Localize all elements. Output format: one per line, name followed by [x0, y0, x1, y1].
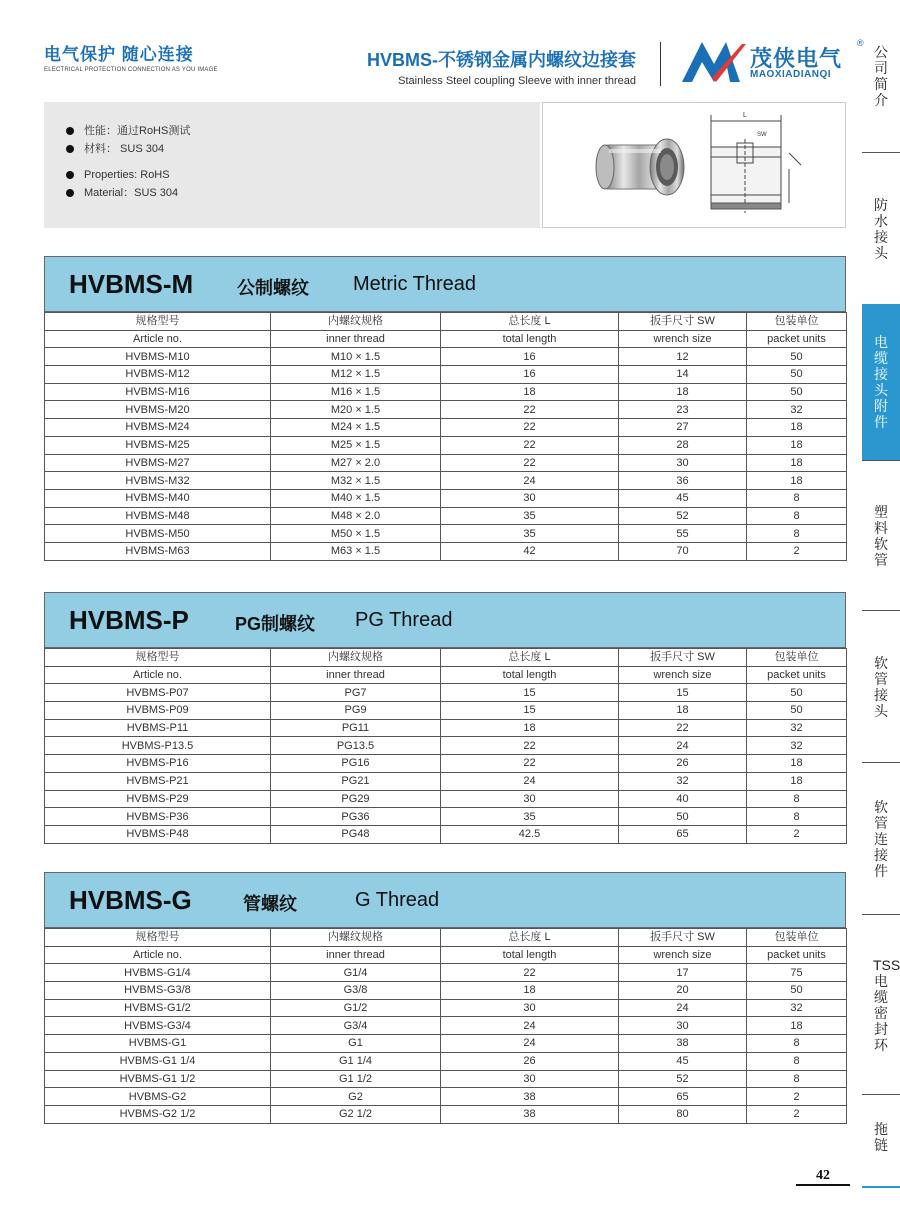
- cell-wrench: 26: [619, 755, 747, 773]
- side-tab-6[interactable]: [862, 762, 900, 914]
- table-row: [45, 999, 847, 1017]
- cell-article: HVBMS-P29: [45, 790, 271, 808]
- cell-wrench: 32: [619, 772, 747, 790]
- cell-units: 18: [747, 436, 847, 454]
- column-header: 扳手尺寸 SW: [619, 313, 747, 331]
- cell-article: HVBMS-G1/2: [45, 999, 271, 1017]
- header-row-cn: [45, 313, 847, 331]
- cell-units: 2: [747, 1088, 847, 1106]
- side-tab-1[interactable]: [862, 0, 900, 152]
- cell-thread: G3/8: [271, 982, 441, 1000]
- column-header: 包装单位: [747, 313, 847, 331]
- cell-units: 75: [747, 964, 847, 982]
- table-row: [45, 489, 847, 507]
- table-row: [45, 964, 847, 982]
- column-header: packet units: [747, 666, 847, 684]
- property-item: 性能：通过RoHS测试: [66, 122, 190, 140]
- cell-length: 38: [441, 1105, 619, 1123]
- cell-length: 22: [441, 964, 619, 982]
- cell-thread: PG48: [271, 825, 441, 843]
- cell-article: HVBMS-M25: [45, 436, 271, 454]
- section-metric: [44, 256, 846, 561]
- cell-units: 8: [747, 808, 847, 826]
- cell-article: HVBMS-G1 1/4: [45, 1052, 271, 1070]
- cell-length: 35: [441, 808, 619, 826]
- column-header: inner thread: [271, 666, 441, 684]
- cell-thread: G1 1/2: [271, 1070, 441, 1088]
- table-row: [45, 737, 847, 755]
- properties-panel: [44, 102, 540, 228]
- cell-length: 35: [441, 507, 619, 525]
- cell-thread: M12 × 1.5: [271, 366, 441, 384]
- table-row: [45, 401, 847, 419]
- cell-units: 18: [747, 772, 847, 790]
- section-code: HVBMS-P: [69, 605, 189, 635]
- table-row: [45, 808, 847, 826]
- cell-wrench: 12: [619, 348, 747, 366]
- cell-units: 32: [747, 999, 847, 1017]
- table-row: [45, 1017, 847, 1035]
- cell-article: HVBMS-G2: [45, 1088, 271, 1106]
- cell-length: 16: [441, 366, 619, 384]
- cell-units: 32: [747, 401, 847, 419]
- cell-thread: PG36: [271, 808, 441, 826]
- cell-length: 22: [441, 454, 619, 472]
- cell-thread: M10 × 1.5: [271, 348, 441, 366]
- cell-article: HVBMS-M27: [45, 454, 271, 472]
- cell-units: 8: [747, 1052, 847, 1070]
- table-row: [45, 472, 847, 490]
- cell-units: 18: [747, 454, 847, 472]
- side-tab-4[interactable]: [862, 460, 900, 610]
- brand-logo: [680, 38, 864, 84]
- cell-units: 50: [747, 383, 847, 401]
- product-photo: [543, 103, 845, 227]
- registered-mark: ®: [857, 38, 864, 48]
- cell-article: HVBMS-M16: [45, 383, 271, 401]
- header-row-en: [45, 330, 847, 348]
- column-header: wrench size: [619, 330, 747, 348]
- table-row: [45, 755, 847, 773]
- cell-length: 24: [441, 772, 619, 790]
- column-header: inner thread: [271, 946, 441, 964]
- cell-length: 42: [441, 542, 619, 560]
- column-header: 内螺纹规格: [271, 929, 441, 947]
- cell-article: HVBMS-P16: [45, 755, 271, 773]
- table-row: [45, 507, 847, 525]
- side-tab-label: 公司简介: [874, 44, 888, 108]
- side-tab-5[interactable]: [862, 610, 900, 762]
- header-row-en: [45, 666, 847, 684]
- section-code: HVBMS-G: [69, 885, 192, 915]
- cell-article: HVBMS-G2 1/2: [45, 1105, 271, 1123]
- header-row-cn: [45, 929, 847, 947]
- cell-article: HVBMS-M63: [45, 542, 271, 560]
- column-header: 总长度 L: [441, 649, 619, 667]
- cell-units: 50: [747, 348, 847, 366]
- section-label-cn: 公制螺纹: [237, 278, 309, 298]
- cell-wrench: 18: [619, 702, 747, 720]
- column-header: 扳手尺寸 SW: [619, 649, 747, 667]
- cell-length: 30: [441, 489, 619, 507]
- cell-thread: PG16: [271, 755, 441, 773]
- side-tab-label: 软管接头: [874, 654, 888, 719]
- cell-wrench: 15: [619, 684, 747, 702]
- section-label-en: G Thread: [355, 889, 440, 911]
- cell-article: HVBMS-P13.5: [45, 737, 271, 755]
- cell-length: 18: [441, 982, 619, 1000]
- column-header: Article no.: [45, 330, 271, 348]
- cell-length: 30: [441, 790, 619, 808]
- column-header: 扳手尺寸 SW: [619, 929, 747, 947]
- cell-units: 8: [747, 525, 847, 543]
- cell-thread: M40 × 1.5: [271, 489, 441, 507]
- side-tab-label: 塑料软管: [874, 503, 888, 568]
- column-header: inner thread: [271, 330, 441, 348]
- bullet-icon: [66, 127, 74, 135]
- cell-units: 18: [747, 1017, 847, 1035]
- cell-units: 18: [747, 472, 847, 490]
- property-item: Properties: RoHS: [66, 166, 190, 184]
- cell-article: HVBMS-M40: [45, 489, 271, 507]
- section-label-cn: 管螺纹: [243, 894, 297, 914]
- table-row: [45, 825, 847, 843]
- brand-name: 茂侠电气: [750, 46, 843, 71]
- cell-article: HVBMS-G1/4: [45, 964, 271, 982]
- cell-wrench: 40: [619, 790, 747, 808]
- cell-thread: PG11: [271, 719, 441, 737]
- cell-units: 8: [747, 790, 847, 808]
- cell-length: 24: [441, 1017, 619, 1035]
- section-header: [44, 872, 846, 928]
- spec-table: [44, 648, 847, 844]
- table-row: [45, 790, 847, 808]
- title-cn: HVBMS-不锈钢金属内螺纹边接套: [367, 50, 636, 70]
- slogan-cn: 电气保护 随心连接: [44, 45, 194, 64]
- cell-length: 22: [441, 436, 619, 454]
- cell-thread: G3/4: [271, 1017, 441, 1035]
- cell-wrench: 52: [619, 507, 747, 525]
- column-header: wrench size: [619, 946, 747, 964]
- cell-wrench: 65: [619, 825, 747, 843]
- page-number-rule: [796, 1184, 850, 1186]
- column-header: 包装单位: [747, 929, 847, 947]
- cell-article: HVBMS-P21: [45, 772, 271, 790]
- cell-thread: M25 × 1.5: [271, 436, 441, 454]
- side-tab-label: 电缆接头附件: [874, 334, 888, 430]
- cell-length: 22: [441, 737, 619, 755]
- column-header: Article no.: [45, 946, 271, 964]
- section-code: HVBMS-M: [69, 269, 194, 299]
- side-tab-label: 防水接头: [874, 196, 888, 261]
- table-row: [45, 454, 847, 472]
- cell-wrench: 17: [619, 964, 747, 982]
- cell-length: 35: [441, 525, 619, 543]
- cell-thread: M24 × 1.5: [271, 419, 441, 437]
- column-header: packet units: [747, 946, 847, 964]
- cell-wrench: 30: [619, 454, 747, 472]
- cell-units: 8: [747, 1070, 847, 1088]
- column-header: total length: [441, 946, 619, 964]
- cell-units: 2: [747, 542, 847, 560]
- spec-table: [44, 928, 847, 1124]
- column-header: packet units: [747, 330, 847, 348]
- table-row: [45, 542, 847, 560]
- side-navigation: [862, 0, 900, 1180]
- cell-article: HVBMS-M24: [45, 419, 271, 437]
- table-row: [45, 772, 847, 790]
- cell-units: 50: [747, 684, 847, 702]
- cell-thread: G2 1/2: [271, 1105, 441, 1123]
- cell-article: HVBMS-M20: [45, 401, 271, 419]
- cell-units: 50: [747, 702, 847, 720]
- cell-wrench: 70: [619, 542, 747, 560]
- cell-wrench: 50: [619, 808, 747, 826]
- cell-wrench: 45: [619, 1052, 747, 1070]
- section-pg: [44, 592, 846, 844]
- side-tab-3[interactable]: [862, 304, 900, 460]
- column-header: 规格型号: [45, 649, 271, 667]
- cell-length: 15: [441, 702, 619, 720]
- cell-article: HVBMS-P36: [45, 808, 271, 826]
- side-tab-label: TSS电缆密封环: [873, 956, 900, 1053]
- cell-length: 18: [441, 719, 619, 737]
- cell-wrench: 38: [619, 1035, 747, 1053]
- cell-wrench: 55: [619, 525, 747, 543]
- header-divider: [660, 42, 661, 86]
- cell-length: 15: [441, 684, 619, 702]
- product-image-box: [542, 102, 846, 228]
- side-tab-label: 软管连接件: [874, 798, 888, 879]
- table-row: [45, 1070, 847, 1088]
- cell-length: 24: [441, 1035, 619, 1053]
- section-header: [44, 592, 846, 648]
- cell-units: 32: [747, 737, 847, 755]
- cell-units: 2: [747, 825, 847, 843]
- side-tab-8[interactable]: [862, 1094, 900, 1180]
- cell-units: 8: [747, 489, 847, 507]
- cell-article: HVBMS-G1 1/2: [45, 1070, 271, 1088]
- header-row-cn: [45, 649, 847, 667]
- column-header: total length: [441, 330, 619, 348]
- cell-article: HVBMS-G3/8: [45, 982, 271, 1000]
- cell-thread: PG7: [271, 684, 441, 702]
- page-number-bar: [862, 1186, 900, 1188]
- table-row: [45, 436, 847, 454]
- cell-units: 8: [747, 1035, 847, 1053]
- table-row: [45, 1105, 847, 1123]
- slogan-en: ELECTRICAL PROTECTION CONNECTION AS YOU IMAGE: [44, 67, 218, 73]
- table-row: [45, 1035, 847, 1053]
- column-header: 内螺纹规格: [271, 313, 441, 331]
- column-header: 总长度 L: [441, 313, 619, 331]
- cell-thread: M50 × 1.5: [271, 525, 441, 543]
- property-item: 材料： SUS 304: [66, 140, 190, 158]
- cell-thread: M32 × 1.5: [271, 472, 441, 490]
- brand-pinyin: MAOXIADIANQI: [750, 69, 831, 80]
- page-number: 42: [816, 1168, 830, 1183]
- cell-length: 38: [441, 1088, 619, 1106]
- section-label-cn: PG制螺纹: [235, 614, 316, 634]
- cell-thread: M27 × 2.0: [271, 454, 441, 472]
- cell-length: 24: [441, 472, 619, 490]
- table-row: [45, 719, 847, 737]
- table-row: [45, 1052, 847, 1070]
- section-label-en: Metric Thread: [353, 273, 477, 295]
- cell-wrench: 18: [619, 383, 747, 401]
- cell-units: 32: [747, 719, 847, 737]
- cell-thread: PG21: [271, 772, 441, 790]
- cell-units: 2: [747, 1105, 847, 1123]
- cell-wrench: 28: [619, 436, 747, 454]
- spec-table: [44, 312, 847, 561]
- cell-wrench: 24: [619, 737, 747, 755]
- side-tab-2[interactable]: [862, 152, 900, 304]
- cell-article: HVBMS-G3/4: [45, 1017, 271, 1035]
- cell-wrench: 27: [619, 419, 747, 437]
- cell-thread: G1/2: [271, 999, 441, 1017]
- cell-length: 18: [441, 383, 619, 401]
- cell-units: 50: [747, 366, 847, 384]
- section-g: [44, 872, 846, 1124]
- column-header: 包装单位: [747, 649, 847, 667]
- drawing-label-l: L: [743, 112, 747, 119]
- logo-mark-icon: [680, 38, 748, 84]
- cell-wrench: 80: [619, 1105, 747, 1123]
- section-label-en: PG Thread: [355, 609, 453, 631]
- cell-wrench: 20: [619, 982, 747, 1000]
- cell-article: HVBMS-G1: [45, 1035, 271, 1053]
- cell-wrench: 30: [619, 1017, 747, 1035]
- table-row: [45, 1088, 847, 1106]
- cell-article: HVBMS-M10: [45, 348, 271, 366]
- cell-thread: M63 × 1.5: [271, 542, 441, 560]
- title-en: Stainless Steel coupling Sleeve with inner thread: [398, 75, 636, 87]
- cell-wrench: 24: [619, 999, 747, 1017]
- cell-article: HVBMS-M12: [45, 366, 271, 384]
- header-row-en: [45, 946, 847, 964]
- cell-wrench: 22: [619, 719, 747, 737]
- cell-article: HVBMS-P48: [45, 825, 271, 843]
- cell-units: 8: [747, 507, 847, 525]
- cell-article: HVBMS-P09: [45, 702, 271, 720]
- table-row: [45, 702, 847, 720]
- table-row: [45, 366, 847, 384]
- column-header: 规格型号: [45, 929, 271, 947]
- cell-length: 26: [441, 1052, 619, 1070]
- technical-drawing-icon: [711, 115, 801, 213]
- cell-wrench: 14: [619, 366, 747, 384]
- cell-thread: PG13.5: [271, 737, 441, 755]
- column-header: total length: [441, 666, 619, 684]
- table-row: [45, 348, 847, 366]
- cell-length: 30: [441, 999, 619, 1017]
- table-row: [45, 525, 847, 543]
- column-header: 规格型号: [45, 313, 271, 331]
- table-row: [45, 982, 847, 1000]
- cell-thread: G2: [271, 1088, 441, 1106]
- bullet-icon: [66, 171, 74, 179]
- section-header: [44, 256, 846, 312]
- cell-wrench: 45: [619, 489, 747, 507]
- cell-wrench: 65: [619, 1088, 747, 1106]
- cell-article: HVBMS-M50: [45, 525, 271, 543]
- cell-thread: G1 1/4: [271, 1052, 441, 1070]
- table-row: [45, 383, 847, 401]
- cell-length: 42.5: [441, 825, 619, 843]
- column-header: Article no.: [45, 666, 271, 684]
- cell-length: 22: [441, 401, 619, 419]
- cell-article: HVBMS-M32: [45, 472, 271, 490]
- cell-thread: PG29: [271, 790, 441, 808]
- side-tab-7[interactable]: [862, 914, 900, 1094]
- column-header: 内螺纹规格: [271, 649, 441, 667]
- cell-units: 18: [747, 419, 847, 437]
- cell-article: HVBMS-M48: [45, 507, 271, 525]
- bullet-icon: [66, 189, 74, 197]
- column-header: wrench size: [619, 666, 747, 684]
- table-row: [45, 419, 847, 437]
- cell-wrench: 23: [619, 401, 747, 419]
- cell-length: 22: [441, 419, 619, 437]
- bullet-icon: [66, 145, 74, 153]
- cell-thread: M48 × 2.0: [271, 507, 441, 525]
- page-title: [260, 46, 636, 87]
- table-row: [45, 684, 847, 702]
- cell-length: 30: [441, 1070, 619, 1088]
- column-header: 总长度 L: [441, 929, 619, 947]
- cell-units: 50: [747, 982, 847, 1000]
- cell-length: 22: [441, 755, 619, 773]
- cell-wrench: 36: [619, 472, 747, 490]
- cell-thread: PG9: [271, 702, 441, 720]
- cell-thread: G1/4: [271, 964, 441, 982]
- cell-article: HVBMS-P07: [45, 684, 271, 702]
- cell-units: 18: [747, 755, 847, 773]
- cell-article: HVBMS-P11: [45, 719, 271, 737]
- cell-wrench: 52: [619, 1070, 747, 1088]
- slogan: [44, 40, 218, 73]
- side-tab-label: 拖链: [874, 1121, 888, 1153]
- coupling-photo-icon: [596, 139, 684, 195]
- cell-length: 16: [441, 348, 619, 366]
- cell-thread: M20 × 1.5: [271, 401, 441, 419]
- cell-thread: M16 × 1.5: [271, 383, 441, 401]
- cell-thread: G1: [271, 1035, 441, 1053]
- drawing-label-sw: SW: [757, 132, 767, 138]
- property-item: Material：SUS 304: [66, 184, 190, 202]
